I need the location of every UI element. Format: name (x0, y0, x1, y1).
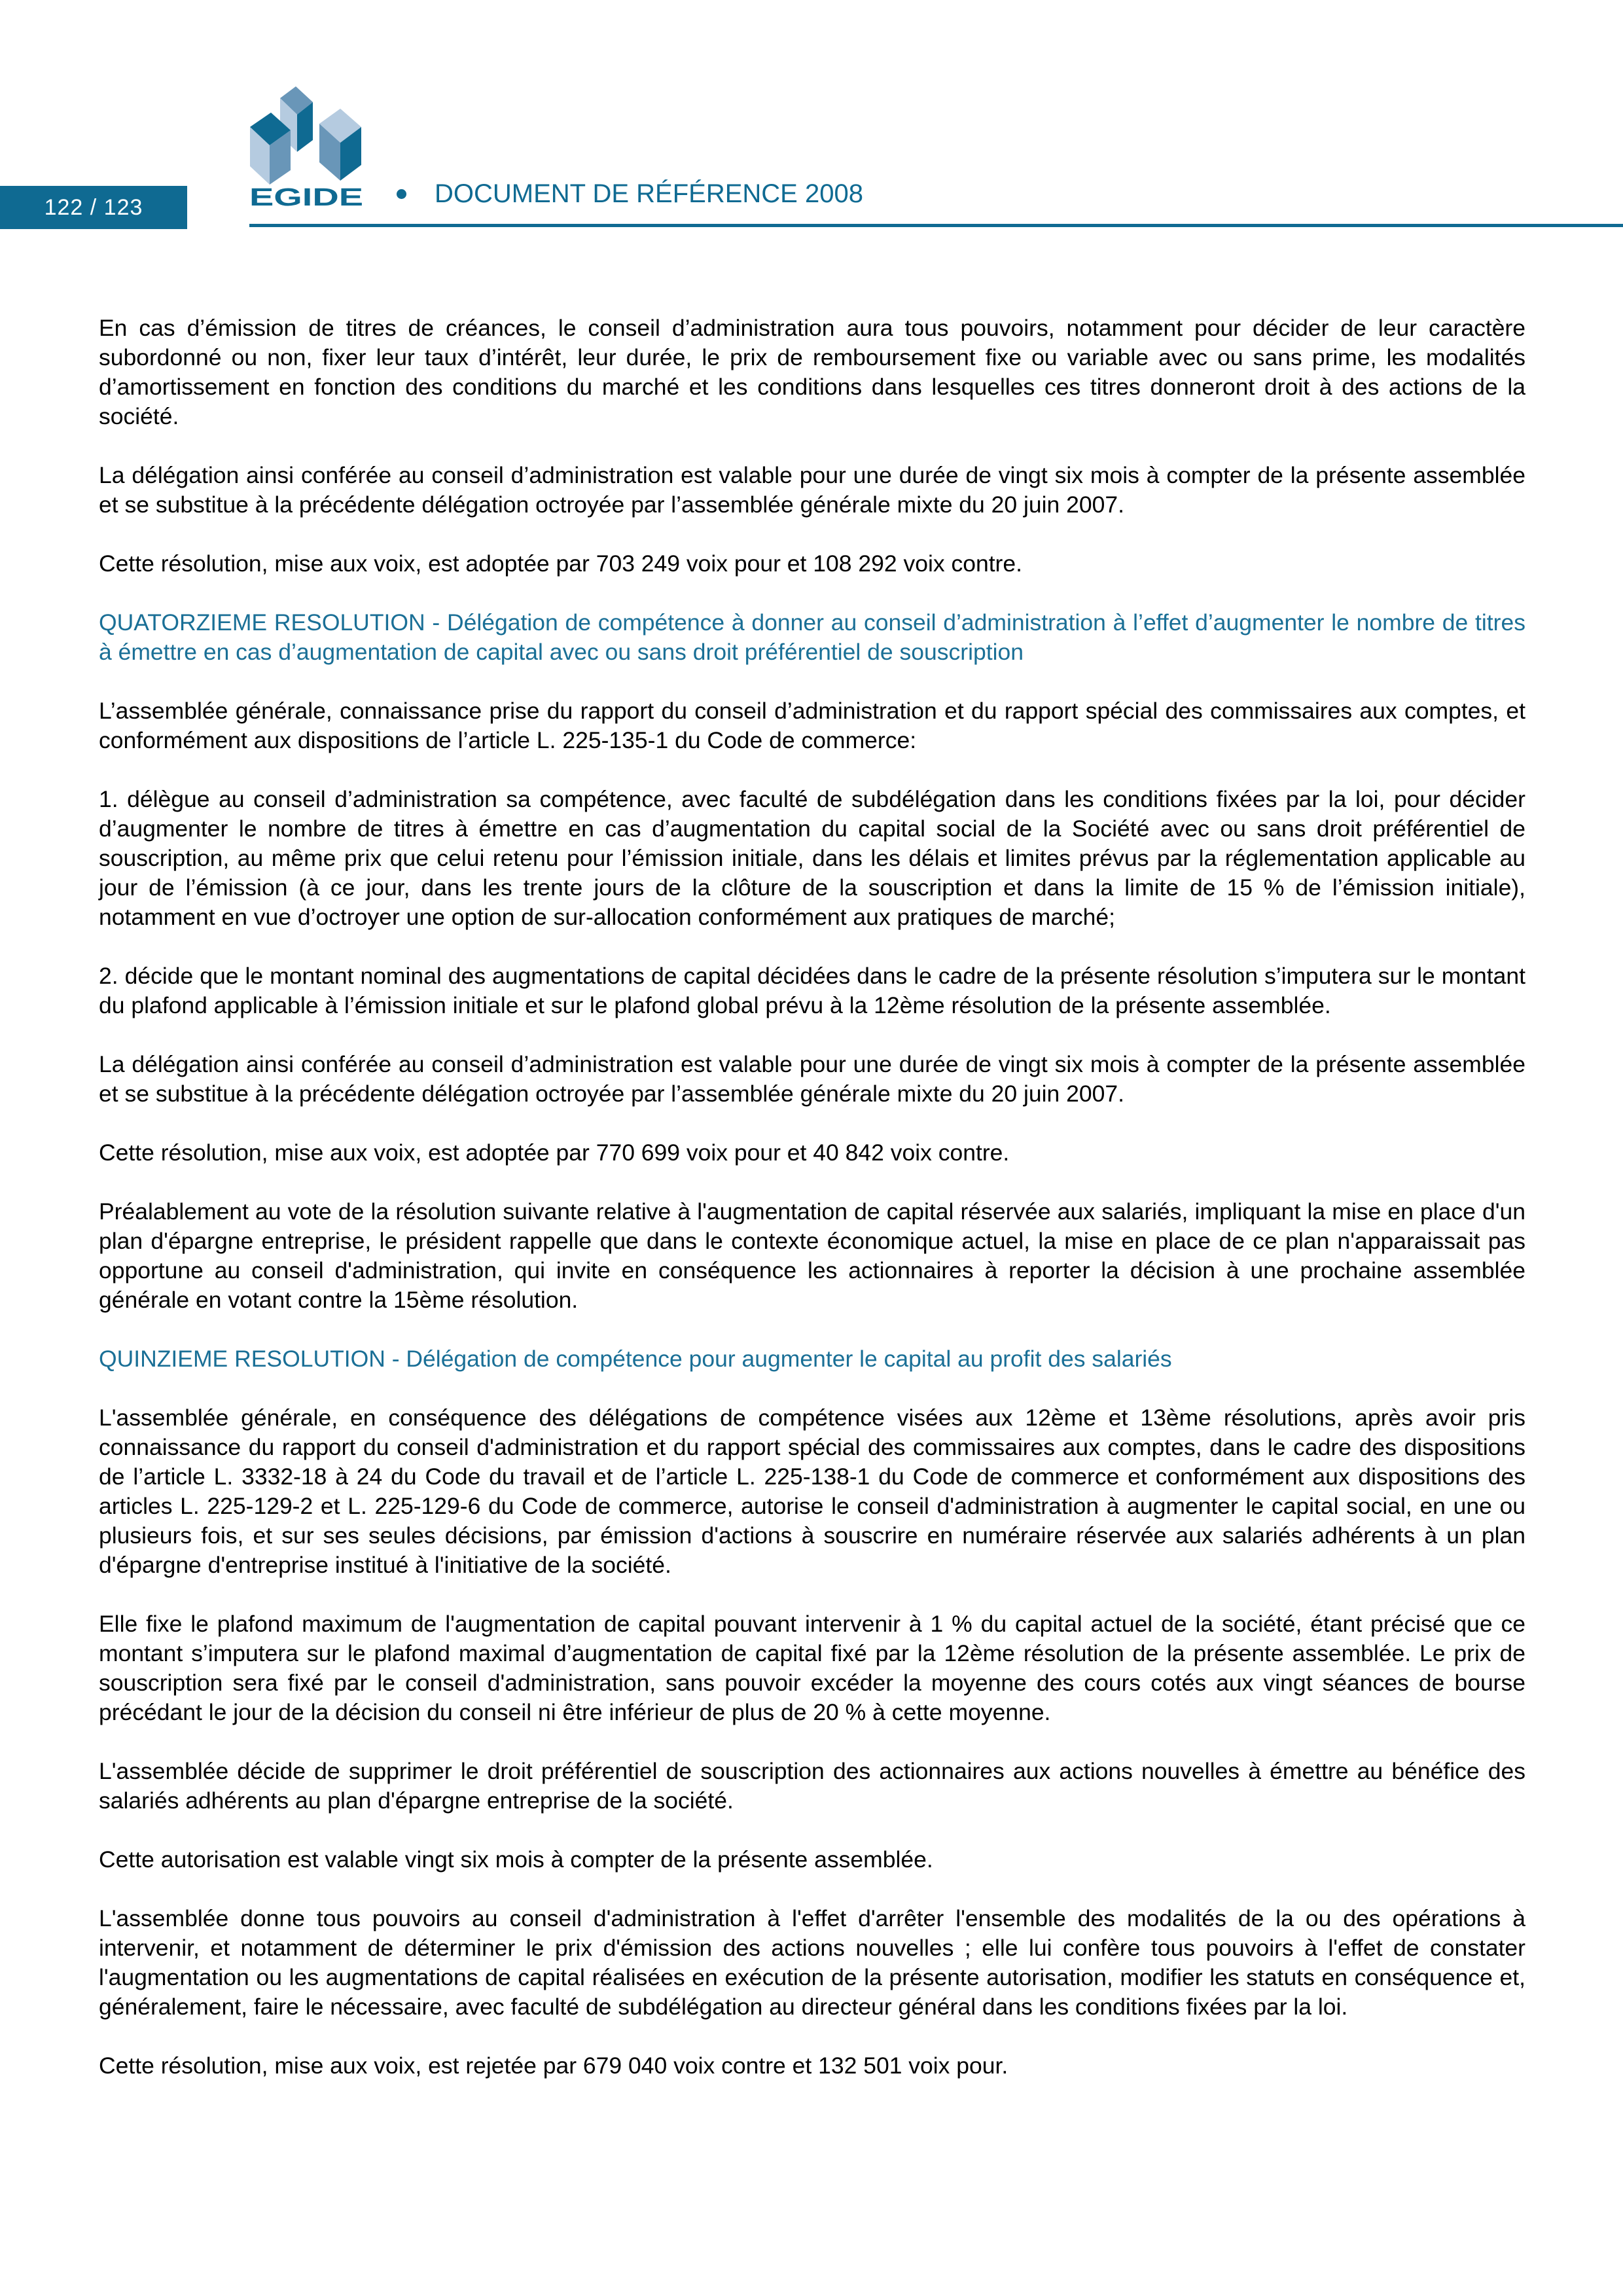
document-title: DOCUMENT DE RÉFÉRENCE 2008 (435, 179, 863, 208)
paragraph-delegation-validity-14: La délégation ainsi conférée au conseil d’administration est valable pour une durée de vingt six mois à compter de la présente assemblée et se substitue à la précédente délégation octroyée par l’assemblée générale mixte du 20 juin 2007. (99, 1051, 1525, 1107)
paragraph-vote-result-15: Cette résolution, mise aux voix, est rejetée par 679 040 voix contre et 132 501 voix pour. (99, 2053, 1008, 2079)
paragraph-vote-result-13: Cette résolution, mise aux voix, est adoptée par 703 249 voix pour et 108 292 voix contre. (99, 550, 1022, 577)
egide-logo (249, 86, 365, 207)
paragraph-item-1: 1. délègue au conseil d’administration sa compétence, avec faculté de subdélégation dans les conditions fixées par la loi, pour décider d’augmenter le nombre de titres à émettre en cas d’augmentation du capital social de la Société avec ou sans droit préférentiel de souscription, au même prix que celui retenu pour l’émission initiale, dans les délais et limites prévus par la réglementation applicable au jour de l’émission (à ce jour, dans les trente jours de la clôture de la souscription et dans la limite de 15 % de l’émission initiale), notamment en vue d’octroyer une option de sur-allocation conformément aux pratiques de marché; (99, 786, 1525, 930)
page-content (99, 314, 1525, 2110)
page-number-text: 122 / 123 (44, 195, 143, 220)
header-bullet (397, 189, 406, 199)
resolution-14-heading: QUATORZIEME RESOLUTION - Délégation de compétence à donner au conseil d’administration à l’effet d’augmenter le nombre de titres à émettre en cas d’augmentation de capital avec ou sans droit préférentiel de souscription (99, 609, 1525, 665)
paragraph-authorization-validity: Cette autorisation est valable vingt six mois à compter de la présente assemblée. (99, 1846, 933, 1873)
logo-wordmark: EGIDE (249, 184, 363, 207)
paragraph-debt-securities: En cas d’émission de titres de créances, le conseil d’administration aura tous pouvoirs, notamment pour décider de leur caractère subordonné ou non, fixer leur taux d’intérêt, leur durée, le prix de remboursement fixe ou variable avec ou sans prime, les modalités d’amortissement en fonction des conditions du marché et les conditions dans lesquelles ces titres donneront droit à des actions de la société. (99, 315, 1525, 429)
paragraph-delegation-validity: La délégation ainsi conférée au conseil d’administration est valable pour une durée de vingt six mois à compter de la présente assemblée et se substitue à la précédente délégation octroyée par l’assemblée générale mixte du 20 juin 2007. (99, 462, 1525, 518)
paragraph-ceiling: Elle fixe le plafond maximum de l'augmentation de capital pouvant intervenir à 1 % du capital actuel de la société, étant précisé que ce montant s’imputera sur le plafond maximal d’augmentation de capital fixé par la 12ème résolution de la présente assemblée. Le prix de souscription sera fixé par le conseil d'administration, sans pouvoir excéder la moyenne des cours cotés aux vingt séances de bourse précédant le jour de la décision du conseil ni être inférieur de plus de 20 % à cette moyenne. (99, 1611, 1525, 1725)
paragraph-assembly-intro-14: L’assemblée générale, connaissance prise du rapport du conseil d’administration et du rapport spécial des commissaires aux comptes, et conformément aux dispositions de l’article L. 225-135-1 du Code de commerce: (99, 698, 1525, 753)
paragraph-item-2: 2. décide que le montant nominal des augmentations de capital décidées dans le cadre de la présente résolution s’imputera sur le montant du plafond applicable à l’émission initiale et sur le plafond global prévu à la 12ème résolution de la présente assemblée. (99, 963, 1525, 1018)
paragraph-president-remark: Préalablement au vote de la résolution suivante relative à l'augmentation de capital réservée aux salariés, impliquant la mise en place d'un plan d'épargne entreprise, le président rappelle que dans le contexte économique actuel, la mise en place de ce plan n'apparaissait pas opportune au conseil d'administration, qui invite en conséquence les actionnaires à reporter la décision à une prochaine assemblée générale en votant contre la 15ème résolution. (99, 1198, 1525, 1313)
header-divider (249, 224, 1623, 227)
paragraph-powers: L'assemblée donne tous pouvoirs au conseil d'administration à l'effet d'arrêter l'ensemble des modalités de la ou des opérations à intervenir, et notamment de déterminer le prix d'émission des actions nouvelles ; elle lui confère tous pouvoirs à l'effet de constater l'augmentation ou les augmentations de capital réalisées en exécution de la présente autorisation, modifier les statuts en conséquence et, généralement, faire le nécessaire, avec faculté de subdélégation au directeur général dans les conditions fixées par la loi. (99, 1905, 1525, 2020)
paragraph-assembly-intro-15: L'assemblée générale, en conséquence des délégations de compétence visées aux 12ème et 13ème résolutions, après avoir pris connaissance du rapport du conseil d'administration et du rapport spécial des commissaires aux comptes, dans le cadre des dispositions de l’article L. 3332-18 à 24 du Code du travail et de l’article L. 225-138-1 du Code de commerce et conformément aux dispositions des articles L. 225-129-2 et L. 225-129-6 du Code de commerce, autorise le conseil d'administration à augmenter le capital social, en une ou plusieurs fois, et sur ses seules décisions, par émission d'actions à souscrire en numéraire réservée aux salariés adhérents à un plan d'épargne d'entreprise institué à l'initiative de la société. (99, 1405, 1525, 1578)
resolution-15-heading: QUINZIEME RESOLUTION - Délégation de compétence pour augmenter le capital au profit des salariés (99, 1346, 1172, 1372)
paragraph-preferential-right: L'assemblée décide de supprimer le droit préférentiel de souscription des actionnaires aux actions nouvelles à émettre au bénéfice des salariés adhérents au plan d'épargne entreprise de la société. (99, 1758, 1525, 1814)
paragraph-vote-result-14: Cette résolution, mise aux voix, est adoptée par 770 699 voix pour et 40 842 voix contre. (99, 1139, 1010, 1166)
page-number-indicator (0, 186, 187, 229)
